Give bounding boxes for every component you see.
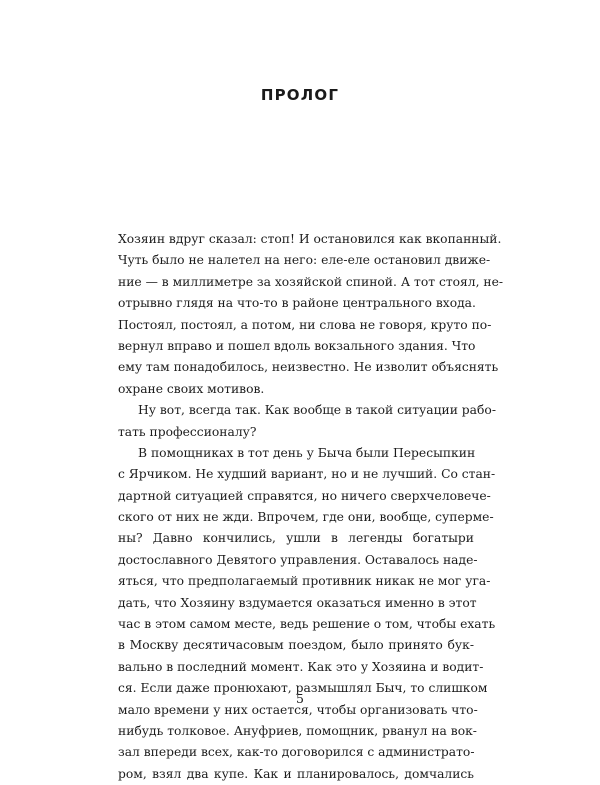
text-line: в Москву десятичасовым поездом, было принято бук- xyxy=(118,638,474,653)
text-line: Ну вот, всегда так. Как вообще в такой ситуации рабо- xyxy=(138,403,496,418)
text-line: ся. Если даже пронюхают, размышлял Быч, то слишком xyxy=(118,681,488,696)
text-line: вально в последний момент. Как это у Хозяина и водит- xyxy=(118,659,484,674)
text-line: достославного Девятого управления. Оставалось наде- xyxy=(118,552,478,567)
page-number: 5 xyxy=(296,691,304,706)
text-line: вернул вправо и пошел вдоль вокзального здания. Что xyxy=(118,338,476,353)
text-line: охране своих мотивов. xyxy=(118,381,265,396)
text-line: мало времени у них остается, чтобы организовать что- xyxy=(118,702,478,717)
text-line: дартной ситуацией справятся, но ничего сверхчеловече- xyxy=(118,488,491,503)
text-line: час в этом самом месте, ведь решение о том, чтобы ехать xyxy=(118,617,496,632)
text-line: Чуть было не налетел на него: еле-еле остановил движе- xyxy=(118,253,491,268)
text-line: дать, что Хозяину вздумается оказаться именно в этот xyxy=(118,595,477,610)
text-line: ны? Давно кончились, ушли в легенды богатыри xyxy=(118,531,474,546)
text-line: ского от них не жди. Впрочем, где они, вообще, суперме- xyxy=(118,510,494,525)
text-line: ром, взял два купе. Как и планировалось, домчались xyxy=(118,766,474,781)
text-line: нибудь толковое. Ануфриев, помощник, рванул на вок- xyxy=(118,723,477,738)
text-line: зал впереди всех, как-то договорился с администрато- xyxy=(118,745,475,760)
chapter-title: ПРОЛОГ xyxy=(260,86,340,104)
text-line: ние — в миллиметре за хозяйской спиной. А тот стоял, не- xyxy=(118,274,504,289)
text-line: Постоял, постоял, а потом, ни слова не говоря, круто по- xyxy=(118,317,492,332)
text-line: Хозяин вдруг сказал: стоп! И остановился как вкопанный. xyxy=(118,232,502,246)
text-line: ему там понадобилось, неизвестно. Не изволит объяснять xyxy=(118,360,499,375)
text-line: отрывно глядя на что-то в районе центрального входа. xyxy=(118,296,476,311)
text-line: яться, что предполагаемый противник никак не мог уга- xyxy=(118,574,491,589)
text-line: В помощниках в тот день у Быча были Пересыпкин xyxy=(138,445,476,460)
text-line: с Ярчиком. Не худший вариант, но и не лучший. Со стан- xyxy=(118,467,496,482)
text-line: тать профессионалу? xyxy=(118,424,257,439)
